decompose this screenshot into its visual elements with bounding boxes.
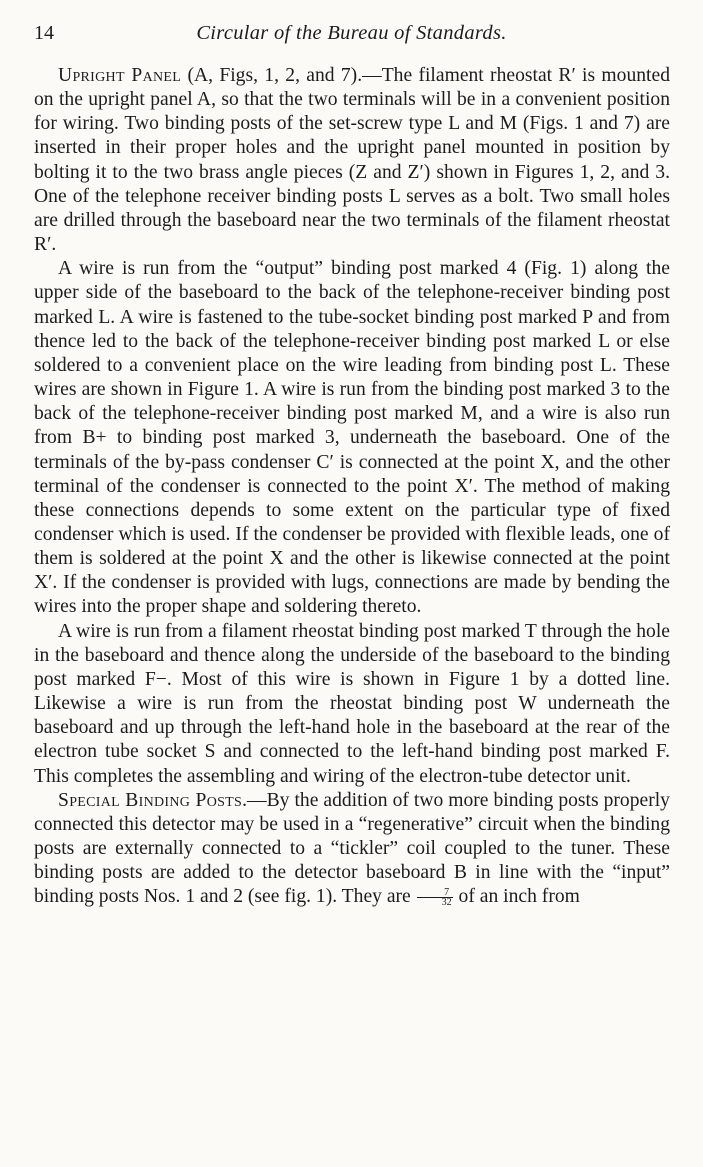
body-text — [34, 64, 670, 909]
section-lead-in: Upright Panel — [58, 65, 182, 86]
paragraph-upright-panel — [34, 64, 670, 257]
fraction-numerator: 7 — [417, 888, 453, 898]
paragraph-text: .—By the addition of two more binding posts properly connected this detector may be used in a “regenerative” circuit when the binding posts are externally connected to a “tickler” coil coupled to the tuner. These binding posts are added to the detector baseboard B in line with the “input” binding posts Nos. 1 and 2 (see fig. 1). They are — [34, 789, 670, 908]
fraction — [417, 888, 453, 907]
paragraph-tail: of an inch from — [453, 886, 580, 908]
running-head: Circular of the Bureau of Standards. — [196, 22, 507, 44]
fraction-denominator: 32 — [441, 897, 452, 909]
paragraph-rheostat-wiring — [34, 620, 670, 789]
paragraph-text: A wire is run from a filament rheostat binding post marked T through the hole in the baseboard and thence along the underside of the baseboard to the binding post marked F−. Most of this wire is shown in Figure 1 by a dotted line. Likewise a wire is run from the rheostat binding post W underneath the baseboard and up through the left-hand hole in the baseboard at the rear of the electron tube socket S and connected to the left-hand binding post marked F. This completes the assembling and wiring of the electron-tube detector unit. — [34, 620, 670, 787]
paragraph-text: (A, Figs, 1, 2, and 7).—The filament rheostat R′ is mounted on the upright panel A, so that the two terminals will be in a convenient position for wiring. Two binding posts of the set-screw type L and M (Figs. 1 and 7) are inserted in their proper holes and the upright panel mounted in position by bolting it to the two brass angle pieces (Z and Z′) shown in Figures 1, 2, and 3. One of the telephone receiver binding posts L serves as a bolt. Two small holes are drilled through the baseboard near the two terminals of the filament rheostat R′. — [34, 65, 670, 256]
paragraph-text: A wire is run from the “output” binding post marked 4 (Fig. 1) along the upper side of the baseboard to the back of the telephone-receiver binding post marked L. A wire is fastened to the tube-socket binding post marked P and from thence led to the back of the telephone-receiver binding post marked L or else soldered to a convenient place on the wire leading from binding post L. These wires are shown in Figure 1. A wire is run from the binding post marked 3 to the back of the telephone-receiver binding post marked M, and a wire is also run from B+ to binding post marked 3, underneath the baseboard. One of the terminals of the by-pass condenser C′ is connected at the point X, and the other terminal of the condenser is connected to the point X′. The method of making these connections depends to some extent on the particular type of fixed condenser which is used. If the condenser be provided with flexible leads, one of them is soldered at the point X and the other is likewise connected at the point X′. If the condenser is provided with lugs, connections are made by bending the wires into the proper shape and soldering thereto. — [34, 258, 670, 618]
page-number: 14 — [34, 22, 54, 44]
paragraph-special-binding-posts — [34, 789, 670, 910]
section-lead-in: Special Binding Posts — [58, 789, 243, 811]
paragraph-output-wiring — [34, 257, 670, 619]
page-header — [34, 22, 669, 54]
